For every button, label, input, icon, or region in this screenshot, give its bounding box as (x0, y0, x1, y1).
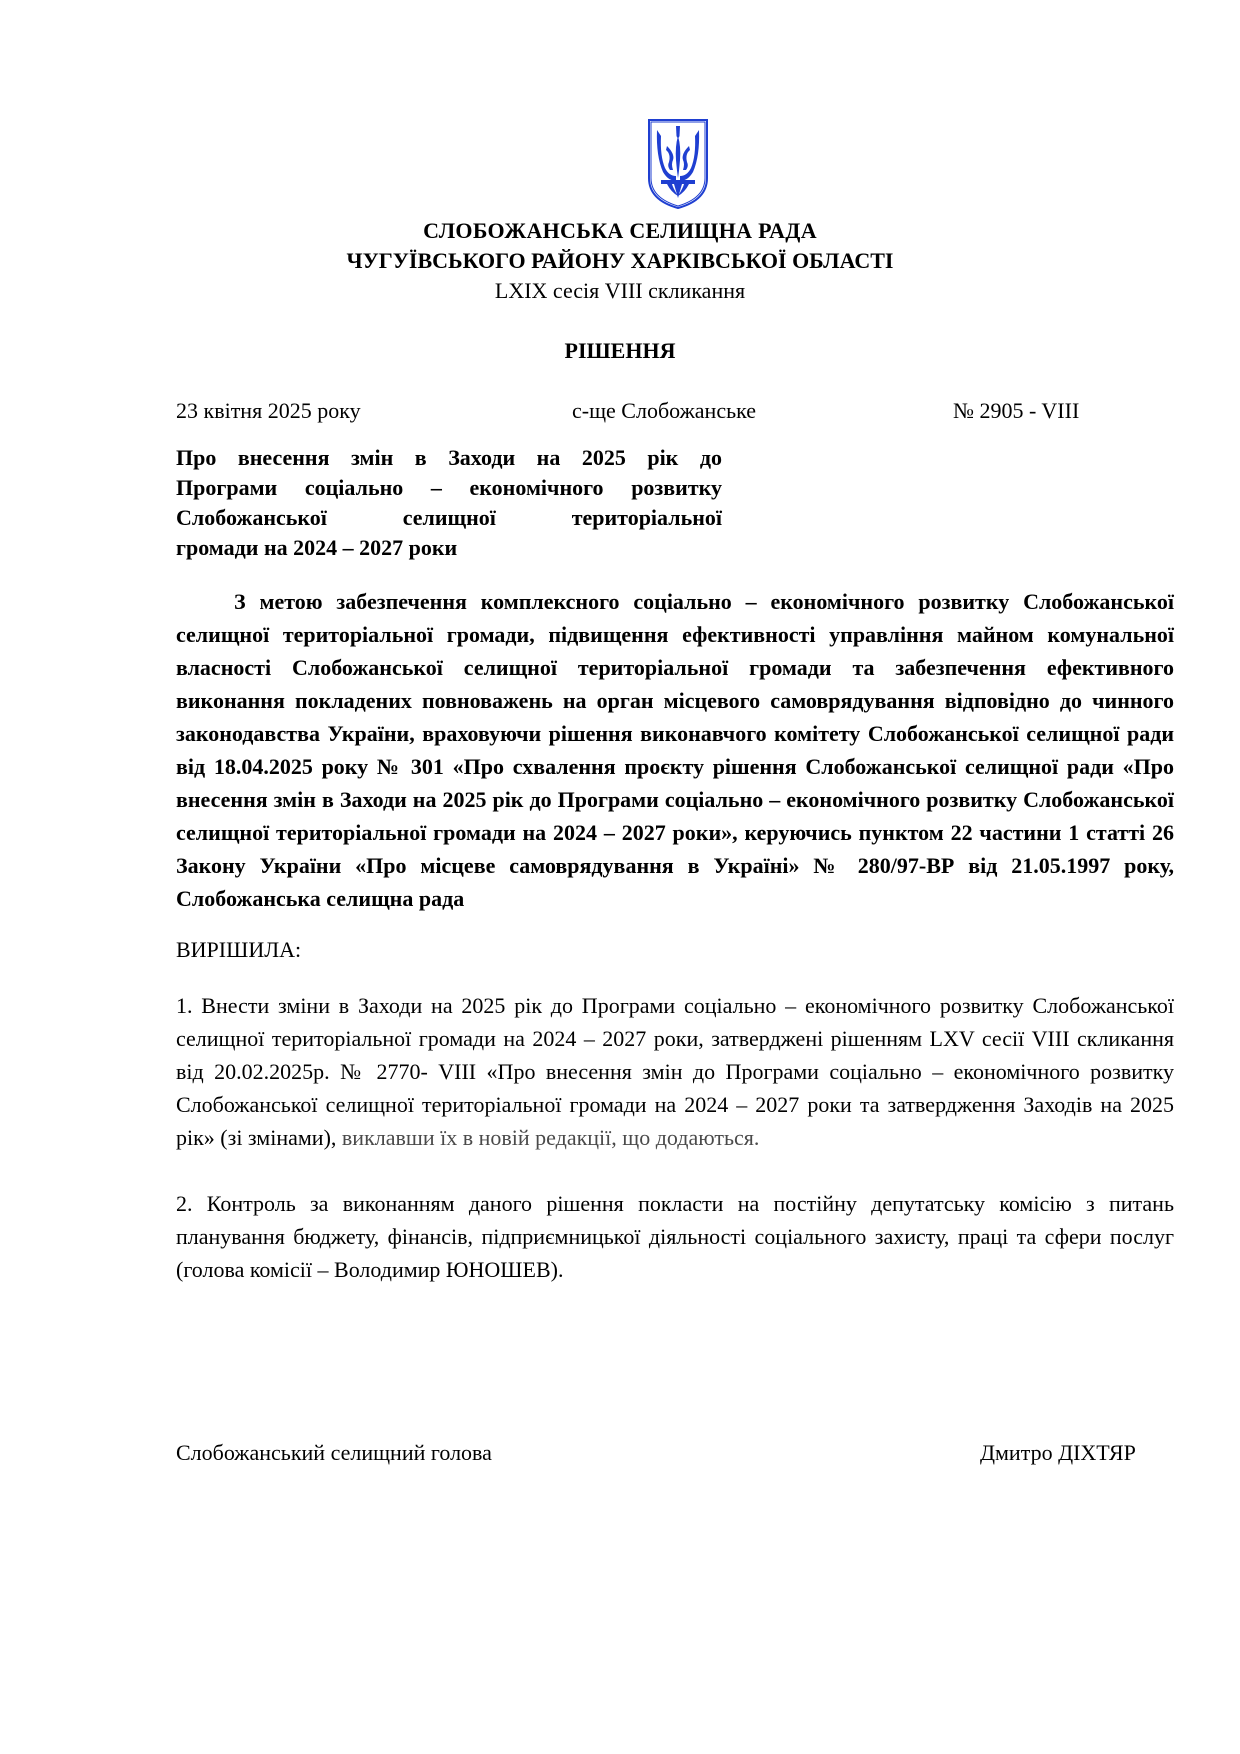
signature-name: Дмитро ДІХТЯР (980, 1440, 1136, 1465)
decision-date: 23 квітня 2025 року (176, 398, 361, 423)
session-line: LXIX сесія VIII скликання (494, 278, 746, 303)
resolution-item-1-tail: виклавши їх в новій редакції, що додаються. (336, 1125, 760, 1150)
resolution-item-1 (176, 989, 1174, 1154)
signature-position: Слобожанський селищний голова (176, 1440, 492, 1465)
resolution-item-1-text: 1. Внести зміни в Заходи на 2025 рік до Програми соціально – економічного розвитку Слобожанської селищної територіальної громади на 2024 – 2027 роки, затверджені рішенням LXV сесії VIII скликання від 20.02.2025р. № 2770- VIII «Про внесення змін до Програми соціально – економічного розвитку Слобожанської селищної територіальної громади на 2024 – 2027 роки та затвердження Заходів на 2025 рік» (зі змінами), (176, 993, 1174, 1150)
subject-line: Про внесення змін в Заходи на 2025 рік до (176, 445, 722, 470)
subject-line: громади на 2024 – 2027 роки (176, 535, 458, 560)
resolved-label: ВИРІШИЛА: (176, 937, 302, 962)
council-name: СЛОБОЖАНСЬКА СЕЛИЩНА РАДА (423, 218, 817, 243)
preamble-paragraph: З метою забезпечення комплексного соціально – економічного розвитку Слобожанської селищної територіальної громади, підвищення ефективності управління майном комунальної власності Слобожанської селищної територіальної громади та забезпечення ефективного виконання покладених повноважень на орган місцевого самоврядування відповідно до чинного законодавства України, враховуючи рішення виконавчого комітету Слобожанської селищної ради від 18.04.2025 року № 301 «Про схвалення проєкту рішення Слобожанської селищної ради «Про внесення змін в Заходи на 2025 рік до Програми соціально – економічного розвитку Слобожанської селищної територіальної громади на 2024 – 2027 роки», керуючись пунктом 22 частини 1 статті 26 Закону України «Про місцеве самоврядування в Україні» № 280/97-ВР від 21.05.1997 року, Слобожанська селищна рада (176, 589, 1174, 911)
decision-place: с-ще Слобожанське (572, 398, 757, 423)
decision-subject (176, 443, 722, 563)
document-type-title: РІШЕННЯ (564, 338, 676, 363)
decision-number: № 2905 - VIII (953, 398, 1080, 423)
subject-line: Слобожанської селищної територіальної (176, 505, 722, 530)
resolution-item-2: 2. Контроль за виконанням даного рішення покласти на постійну депутатську комісію з питань планування бюджету, фінансів, підприємницької діяльності соціального захисту, праці та сфери послуг (голова комісії – Володимир ЮНОШЕВ). (176, 1191, 1174, 1282)
trident-coat-of-arms-icon (645, 116, 711, 212)
district-name: ЧУГУЇВСЬКОГО РАЙОНУ ХАРКІВСЬКОЇ ОБЛАСТІ (346, 248, 894, 273)
subject-line: Програми соціально – економічного розвитку (176, 475, 722, 500)
